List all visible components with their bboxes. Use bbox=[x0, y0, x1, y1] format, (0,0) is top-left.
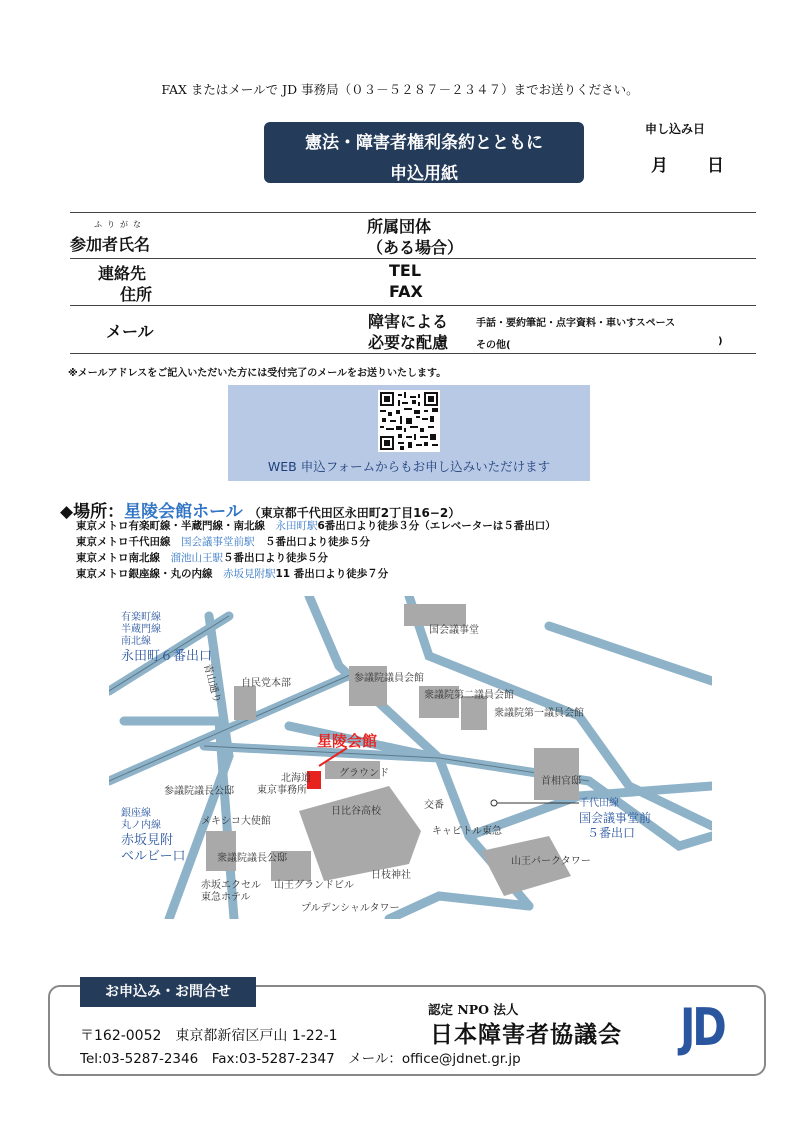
map-label-hie-shrine: 日枝神社 bbox=[371, 870, 411, 881]
fax-label: FAX bbox=[389, 282, 423, 301]
email-label: メール bbox=[106, 322, 154, 341]
access-route: 東京メトロ千代田線 bbox=[76, 536, 171, 548]
access-detail: 6番出口より徒歩３分（エレベーターは５番出口） bbox=[317, 520, 556, 532]
affiliation-sublabel: （ある場合） bbox=[367, 238, 464, 257]
map-label-kokkai-station: 国会議事堂前 bbox=[579, 811, 652, 825]
accommodation-other: その他( bbox=[476, 340, 511, 351]
title-line1: 憲法・障害者権利条約とともに bbox=[305, 133, 543, 153]
accommodation-sublabel: 必要な配慮 bbox=[368, 333, 449, 352]
map-label-namboku: 南北線 bbox=[121, 636, 151, 647]
map-label-reps-hall1: 衆議院第一議員会館 bbox=[494, 708, 584, 719]
venue-name: 星陵会館ホール bbox=[124, 502, 243, 522]
map-label-sanno-park-tower: 山王パークタワー bbox=[511, 856, 591, 867]
map-label-reps-hall2: 衆議院第二議員会館 bbox=[424, 690, 514, 701]
access-line bbox=[76, 550, 328, 565]
map-label-ginza: 銀座線 bbox=[121, 808, 151, 819]
accommodation-options: 手話・要約筆記・点字資料・車いすスペース bbox=[476, 318, 676, 329]
web-form-panel bbox=[228, 385, 590, 481]
map-label-pm-office: 首相官邸 bbox=[541, 776, 581, 787]
access-station: 赤坂見附駅 bbox=[223, 568, 276, 580]
form-divider bbox=[70, 212, 756, 213]
map-label-capitol-tokyu: キャピトル東急 bbox=[432, 826, 502, 837]
access-line bbox=[76, 566, 388, 581]
web-form-caption: WEB 申込フォームからもお申し込みいただけます bbox=[267, 459, 551, 474]
map-label-excel-hotel: 赤坂エクセル bbox=[201, 880, 261, 891]
venue-address: （東京都千代田区永田町2丁目16−2） bbox=[248, 506, 461, 520]
access-detail: ５番出口より徒歩５分 bbox=[223, 552, 328, 564]
map-label-hokkaido-office: 東京事務所 bbox=[257, 785, 307, 796]
map-label-mexico-embassy: メキシコ大使館 bbox=[201, 816, 271, 827]
qr-code-graphic bbox=[380, 392, 438, 450]
form-divider bbox=[70, 353, 756, 354]
date-month-label: 月 bbox=[651, 156, 668, 176]
venue-map bbox=[109, 596, 712, 919]
map-label-kokkai-exit: ５番出口 bbox=[587, 826, 636, 840]
map-label-hokkaido: 北海道 bbox=[281, 773, 311, 784]
map-label-prudential: プルデンシャルタワー bbox=[301, 903, 400, 914]
title-banner bbox=[264, 122, 584, 183]
accommodation-other-close: ) bbox=[718, 336, 723, 347]
qr-code[interactable] bbox=[378, 390, 440, 452]
name-label: 参加者氏名 bbox=[70, 235, 151, 254]
map-label-ground: グラウンド bbox=[339, 768, 389, 779]
access-line bbox=[76, 518, 556, 533]
map-label-excel-hotel-sub: 東急ホテル bbox=[201, 892, 251, 903]
accommodation-label: 障害による bbox=[368, 312, 449, 331]
access-detail: ５番出口より徒歩５分 bbox=[265, 536, 370, 548]
contact-phone-email: Tel:03-5287-2346 Fax:03-5287-2347 メール：office@jdnet.gr.jp bbox=[80, 1051, 521, 1067]
map-label-sanno-grand: 山王グランドビル bbox=[274, 880, 354, 891]
tel-label: TEL bbox=[389, 261, 422, 280]
contact-tab: お申込み・お問合せ bbox=[80, 977, 256, 1007]
access-detail: 11 番出口より徒歩７分 bbox=[275, 568, 389, 580]
map-label-aoyama: 青山通り bbox=[201, 662, 223, 705]
map-label-hibiya-hs: 日比谷高校 bbox=[331, 806, 381, 817]
postal-address: 〒162-0052 東京都新宿区戸山 1-22-1 bbox=[80, 1028, 338, 1044]
map-label-nagatacho-exit: 永田町６番出口 bbox=[121, 649, 213, 664]
access-route: 東京メトロ有楽町線・半蔵門線・南北線 bbox=[76, 520, 265, 532]
affiliation-label: 所属団体 bbox=[367, 217, 432, 236]
map-label-reps-speaker: 衆議院議長公邸 bbox=[217, 853, 287, 864]
contact-label: 連絡先 bbox=[98, 264, 147, 283]
fax-instruction: FAX またはメールで JD 事務局（０３－５２８７－２３４７）までお送りください。 bbox=[161, 82, 639, 97]
date-day-label: 日 bbox=[707, 156, 724, 176]
map-label-marunouchi: 丸ノ内線 bbox=[121, 820, 161, 831]
address-label: 住所 bbox=[120, 285, 153, 304]
form-divider bbox=[70, 258, 756, 259]
title-line2: 申込用紙 bbox=[390, 164, 458, 184]
venue-prefix: ◆場所： bbox=[60, 502, 125, 522]
map-label-yurakucho: 有楽町線 bbox=[121, 612, 161, 623]
email-confirmation-note: ※メールアドレスをご記入いただいた方には受付完了のメールをお送りいたします。 bbox=[68, 368, 447, 379]
map-label-diet: 国会議事堂 bbox=[429, 625, 479, 636]
map-label-councillors-hall: 参議院議員会館 bbox=[354, 673, 424, 684]
access-route: 東京メトロ南北線 bbox=[76, 552, 160, 564]
map-label-police-box: 交番 bbox=[424, 800, 444, 811]
date-label: 申し込み日 bbox=[645, 122, 706, 136]
map-label-hanzomon: 半蔵門線 bbox=[121, 624, 161, 635]
jd-logo: JD bbox=[680, 998, 724, 1058]
access-station: 溜池山王駅 bbox=[170, 552, 223, 564]
form-divider bbox=[70, 305, 756, 306]
access-line bbox=[76, 534, 370, 549]
map-label-ldp: 自民党本部 bbox=[241, 678, 291, 689]
org-name: 日本障害者協議会 bbox=[430, 1021, 622, 1048]
furigana-label: ふりがな bbox=[94, 220, 146, 229]
map-label-akasaka-mitsuke: 赤坂見附 bbox=[121, 833, 174, 848]
npo-label: 認定 NPO 法人 bbox=[428, 1002, 519, 1017]
access-route: 東京メトロ銀座線・丸の内線 bbox=[76, 568, 213, 580]
map-station-dot bbox=[491, 800, 497, 806]
map-venue-label: 星陵会館 bbox=[317, 732, 378, 750]
map-label-belle-vie: ベルビー口 bbox=[121, 849, 186, 864]
access-station: 国会議事堂前駅 bbox=[181, 536, 255, 548]
map-label-chiyoda-line: 千代田線 bbox=[579, 798, 619, 809]
access-station: 永田町駅 bbox=[275, 520, 318, 532]
map-label-councillors-president: 参議院議長公邸 bbox=[164, 786, 234, 797]
